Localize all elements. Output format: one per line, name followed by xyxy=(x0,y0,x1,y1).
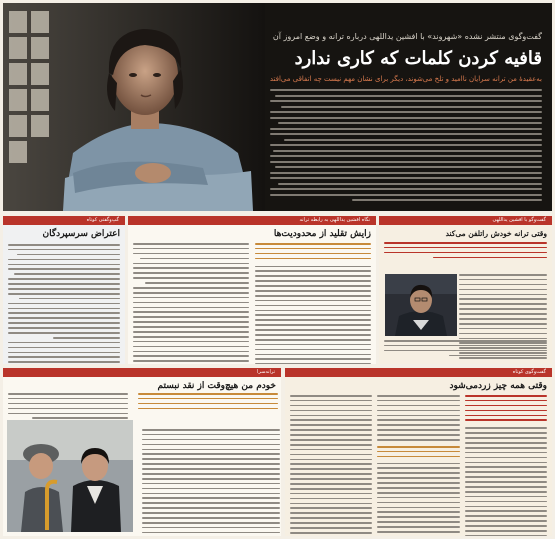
article-5-col-2 xyxy=(377,395,459,536)
article-3-kicker: گفت‌وگو با افشین یداللهی xyxy=(379,216,552,225)
article-box-1 xyxy=(3,216,125,364)
article-3-lead xyxy=(379,241,552,263)
hero-body-text xyxy=(270,89,542,201)
article-3-text-bottom xyxy=(379,340,552,360)
article-3-title: وقتی ترانه خودش راتلفن می‌کند xyxy=(445,229,547,238)
article-5-kicker: گفت‌وگوی کوتاه xyxy=(285,368,552,377)
article-box-4 xyxy=(3,368,281,536)
hero-headline: قافیه کردن کلمات که کاری ندارد xyxy=(294,48,542,69)
article-2-title: زایش تقلید از محدودیت‌ها xyxy=(273,229,371,239)
article-4-text-right xyxy=(137,426,281,536)
article-5-col-3 xyxy=(465,395,547,536)
article-3-photo xyxy=(385,274,457,336)
hero-lead: به‌عقیدهٔ من ترانه سرایان ناامید و تلخ می‌شوند، دیگر برای نشان مهم نیست چه اتفاقی می‌افتد xyxy=(269,75,542,83)
article-5-col-1 xyxy=(290,395,372,536)
article-2-col-right xyxy=(255,243,371,364)
article-1-kicker: گپ‌وگفتی کوتاه xyxy=(3,216,125,225)
article-2-columns xyxy=(128,241,376,364)
article-1-title: اعتراض سرسپردگان xyxy=(42,229,120,239)
article-4-photo xyxy=(7,420,133,532)
hero-kicker: گفت‌وگوی منتشر نشده «شهروند» با افشین یداللهی درباره ترانه و وضع امروز آن xyxy=(272,32,542,41)
article-4-title: خودم من هیچ‌وقت از نقد نبستم xyxy=(157,381,276,391)
article-2-col-left xyxy=(133,243,249,364)
article-box-3 xyxy=(379,216,552,364)
article-5-title: وقتی همه چیز زردمی‌شود xyxy=(449,381,547,391)
article-5-columns xyxy=(285,393,552,536)
hero-portrait-photo xyxy=(3,3,265,211)
article-4-highlight xyxy=(133,390,281,416)
article-2-kicker: نگاه افشین یداللهی به رابطه ترانه xyxy=(128,216,376,225)
article-1-text xyxy=(3,241,125,364)
article-box-5 xyxy=(285,368,552,536)
article-4-kicker: ترانه‌سرا xyxy=(3,368,281,377)
hero-section xyxy=(3,3,552,211)
article-box-2 xyxy=(128,216,376,364)
